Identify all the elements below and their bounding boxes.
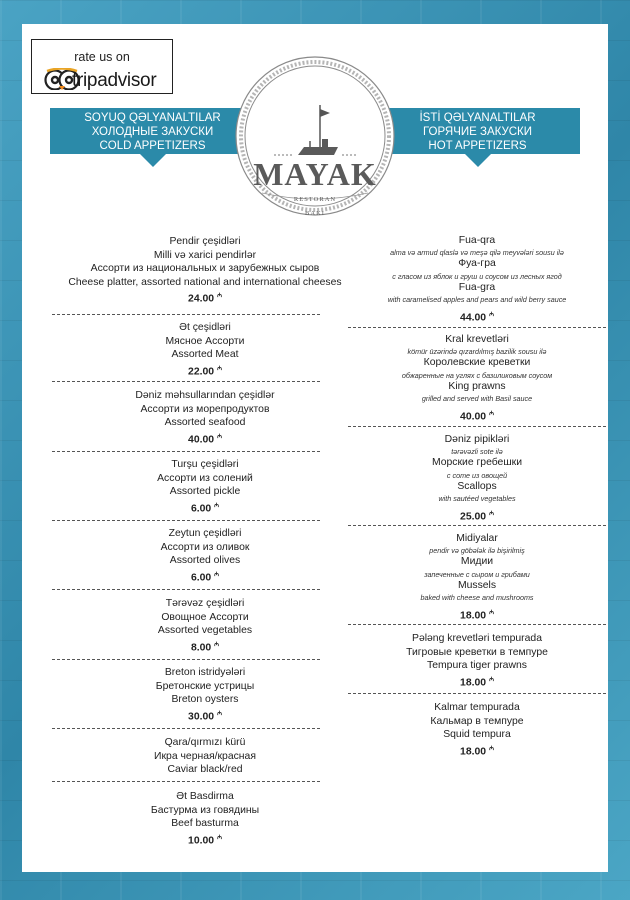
item-name-en: Assorted Meat — [171, 349, 239, 361]
item-price: 18.00 — [460, 746, 487, 758]
menu-item — [348, 235, 606, 326]
currency-icon: ₼ — [214, 641, 220, 648]
currency-icon: ₼ — [489, 676, 494, 683]
item-price: 22.00 — [188, 366, 215, 378]
item-note-az: alma və armud qlaslə və meşə qilə meyvələri sousu ilə — [390, 248, 564, 258]
item-name-az: Pendir çeşidləri — [169, 236, 241, 247]
menu-item — [348, 632, 606, 690]
item-name-en: Tempura tiger prawns — [427, 660, 527, 672]
currency-icon: ₼ — [217, 834, 222, 841]
divider — [348, 426, 606, 427]
currency-icon: ₼ — [217, 293, 222, 300]
item-price: 8.00 — [190, 642, 212, 654]
currency-icon: ₼ — [489, 411, 494, 418]
item-name-ru: Королевские креветки — [423, 357, 531, 369]
divider — [52, 659, 320, 660]
item-name-en: Assorted olives — [169, 555, 241, 567]
item-name-az: Dəniz pipikləri — [444, 434, 510, 445]
item-price: 18.00 — [460, 610, 487, 622]
item-price: 6.00 — [190, 572, 212, 584]
item-note-en: grilled and served with Basil sauce — [421, 394, 533, 404]
currency-icon: ₼ — [489, 745, 494, 752]
item-name-ru: Ассорти из национальных и зарубежных сыров — [90, 263, 320, 275]
item-name-az: Breton istridyələri — [164, 667, 246, 678]
item-name-en: Mussels — [457, 579, 497, 591]
menu-sheet — [22, 24, 608, 872]
item-desc: Milli və xarici pendirlər — [153, 249, 257, 261]
banner-line: İSTİ QƏLYANALTILAR — [419, 112, 536, 124]
logo-subtitle: RESTORAN — [293, 196, 337, 203]
item-note-ru: запеченные с сыром и грибами — [424, 569, 530, 579]
item-price: 24.00 — [188, 293, 215, 305]
item-name-ru: Бретонские устрицы — [155, 680, 255, 692]
item-price: 18.00 — [460, 677, 487, 689]
item-name-ru: Тигровые креветки в темпуре — [406, 646, 548, 658]
item-price: 40.00 — [460, 411, 487, 423]
item-note-ru: с соте из овощей — [446, 470, 508, 480]
item-name-az: Fua-qra — [458, 235, 496, 246]
item-name-ru: Мясное Ассорти — [165, 335, 245, 347]
item-name-az: Kalmar tempurada — [434, 702, 520, 713]
logo-city: BAKI — [305, 210, 325, 217]
item-name-ru: Овощное Ассорти — [161, 611, 249, 623]
divider — [348, 624, 606, 625]
currency-icon: ₼ — [214, 502, 220, 509]
item-name-ru: Фуа-гра — [458, 258, 496, 270]
banner-line: COLD APPETIZERS — [99, 140, 206, 152]
banner-line: SOYUQ QƏLYANALTILAR — [84, 112, 221, 124]
menu-item — [72, 458, 338, 516]
item-note-ru: с гласом из яблок и груш и соусом из лесных ягод — [392, 271, 562, 281]
divider — [52, 451, 320, 452]
menu-item — [348, 334, 606, 425]
menu-item — [72, 666, 338, 724]
divider — [52, 781, 320, 782]
currency-icon: ₼ — [214, 571, 220, 578]
item-price: 30.00 — [188, 711, 215, 723]
menu-item — [72, 321, 338, 379]
logo-name: MAYAK — [253, 156, 377, 192]
tripadvisor-wordmark: tripadvisor — [72, 70, 157, 91]
menu-item — [72, 597, 338, 655]
menu-item — [348, 434, 606, 525]
divider — [52, 381, 320, 382]
currency-icon: ₼ — [489, 312, 494, 319]
banner-pointer — [465, 154, 491, 167]
item-note-ru: обжаренные на углях с базиликовым соусом — [401, 370, 553, 380]
item-note-en: baked with cheese and mushrooms — [420, 593, 534, 603]
item-name-en: Beef basturma — [171, 818, 239, 830]
item-name-az: Ət çeşidləri — [179, 322, 231, 333]
hot-appetizers-banner — [375, 108, 580, 154]
menu-item — [72, 790, 338, 848]
divider — [52, 589, 320, 590]
item-note-en: with sautéed vegetables — [438, 494, 516, 504]
item-price: 44.00 — [460, 312, 487, 324]
item-name-en: Assorted vegetables — [157, 625, 253, 637]
item-name-az: Turşu çeşidləri — [171, 459, 239, 470]
item-name-az: Tərəvəz çeşidləri — [165, 598, 245, 609]
divider — [52, 314, 320, 315]
item-price: 40.00 — [188, 434, 215, 446]
banner-pointer — [140, 154, 166, 167]
divider — [52, 520, 320, 521]
banner-line: ХОЛОДНЫЕ ЗАКУСКИ — [91, 126, 214, 138]
menu-item — [72, 736, 338, 777]
divider — [348, 693, 606, 694]
item-price: 10.00 — [188, 835, 215, 847]
mayak-logo — [234, 55, 396, 217]
item-name-ru: Ассорти из солений — [157, 472, 253, 484]
currency-icon: ₼ — [489, 610, 494, 617]
currency-icon: ₼ — [217, 365, 222, 372]
menu-item — [72, 389, 338, 447]
currency-icon: ₼ — [217, 710, 222, 717]
item-name-en: Assorted seafood — [164, 417, 246, 429]
item-name-az: Pələng krevetləri tempurada — [412, 633, 542, 644]
menu-item — [348, 533, 606, 624]
item-note-az: pendir və göbələk ilə bişirilmiş — [429, 546, 525, 556]
item-name-en: Scallops — [457, 480, 497, 492]
divider — [348, 327, 606, 328]
item-note-en: with caramelised apples and pears and wild berry sauce — [387, 295, 567, 305]
item-name-az: Kral krevetləri — [445, 334, 509, 345]
item-note-az: kömür üzərində qızardılmış bazilik sousu ilə — [407, 347, 547, 357]
menu-item — [72, 527, 338, 585]
currency-icon: ₼ — [217, 433, 222, 440]
item-name-en: Squid tempura — [443, 729, 511, 741]
item-price: 6.00 — [190, 503, 212, 515]
item-name-ru: Кальмар в темпуре — [430, 715, 524, 727]
item-name-az: Dəniz məhsullarından çeşidlər — [135, 390, 275, 401]
divider — [52, 728, 320, 729]
item-name-en: Cheese platter, assorted national and international cheeses — [68, 276, 342, 288]
menu-item — [68, 235, 342, 307]
item-name-en: King prawns — [448, 380, 506, 392]
item-name-en: Breton oysters — [171, 694, 239, 706]
item-name-az: Zeytun çeşidləri — [168, 528, 242, 539]
banner-line: HOT APPETIZERS — [428, 140, 527, 152]
item-name-az: Midiyalar — [456, 533, 498, 544]
tripadvisor-badge[interactable] — [31, 39, 173, 94]
item-name-ru: Бастурма из говядины — [150, 804, 260, 816]
banner-line: ГОРЯЧИЕ ЗАКУСКИ — [422, 126, 533, 138]
cold-appetizers-banner — [50, 108, 255, 154]
item-name-en: Fua-gra — [458, 281, 496, 293]
item-price: 25.00 — [460, 511, 487, 523]
currency-icon: ₼ — [489, 511, 494, 518]
menu-item — [348, 701, 606, 759]
item-name-az: Qara/qırmızı kürü — [164, 737, 246, 748]
item-name-az: Ət Basdirma — [176, 791, 234, 802]
item-name-ru: Ассорти из морепродуктов — [140, 403, 270, 415]
item-name-ru: Морские гребешки — [431, 457, 523, 469]
rate-us-text: rate us on — [74, 50, 130, 64]
divider — [348, 525, 606, 526]
item-name-ru: Мидии — [460, 556, 494, 568]
item-name-ru: Ассорти из оливок — [160, 541, 250, 553]
item-name-en: Assorted pickle — [169, 486, 241, 498]
item-name-ru: Икра черная/красная — [154, 750, 256, 762]
item-name-en: Caviar black/red — [167, 764, 243, 776]
item-note-az: tərəvəzli sote ilə — [451, 447, 503, 457]
